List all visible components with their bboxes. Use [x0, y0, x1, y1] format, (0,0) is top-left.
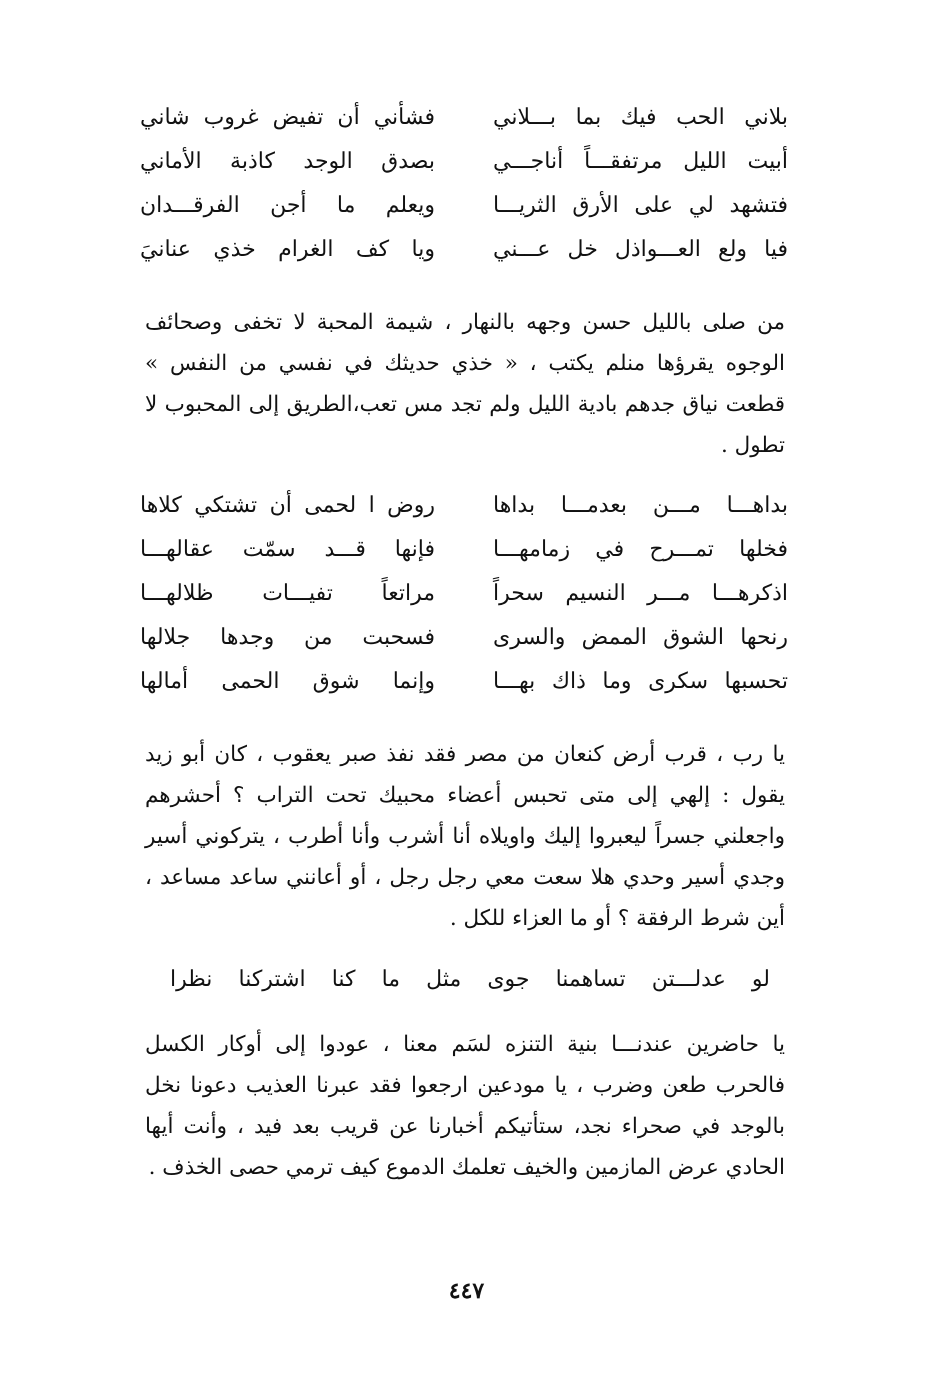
paragraph-text: يا حاضرين عندنـــا بنية التنزه لسَم معنا ، عودوا إلى أوكار الكسل فالحرب طعن وضرب ، يا مودعين ارجعوا فقد عبرنا العذيب دعونا نخل بالوجد في صحراء نجد، ستأتيكم أخبارنا عن قريب بعد فيد ، وأنت أيها الحادي عرض المازمين والخيف تعلمك الدموع كيف ترمي حصى الخذف .	[145, 1032, 785, 1180]
verse-first-hemistich: فتشهد لي على الأرق الثريـــا	[493, 193, 788, 218]
verse-first-hemistich: فخلها تمـــرح في زمامهـــا	[493, 537, 788, 562]
verse-first-hemistich: اذكرهـــا مـــر النسيم سحراً	[493, 581, 788, 606]
verse-first-hemistich: فيا ولع العـــواذل خل عـــني	[493, 237, 788, 262]
verse-line	[140, 484, 788, 528]
page-number: ٤٤٧	[448, 1278, 485, 1304]
verse-line	[140, 528, 788, 572]
verse-second-hemistich: روض ا لحمى أن تشتكي كلاها	[140, 493, 435, 518]
verse-line	[140, 616, 788, 660]
verse-first-hemistich: بلاني الحب فيك بما بـــلاني	[493, 105, 788, 130]
verse-first-hemistich: أبيت الليل مرتفقـــاً أناجـــي	[493, 149, 788, 174]
verse-second-hemistich: فشأني أن تفيض غروب شاني	[140, 105, 435, 130]
verse-second-hemistich: وإنما شوق الحمى أمالها	[140, 669, 435, 694]
verse-line	[140, 660, 788, 704]
verse-line	[140, 140, 788, 184]
verse-first-hemistich: بداهـــا مـــن بعدمـــا بداها	[493, 493, 788, 518]
verse-first-hemistich: رنحها الشوق الممض والسرى	[493, 625, 788, 650]
verse-line	[140, 96, 788, 140]
verse-second-hemistich: بصدق الوجد كاذبة الأماني	[140, 149, 435, 174]
poem-stanza-1	[140, 96, 788, 272]
verse-line	[140, 184, 788, 228]
paragraph-text: من صلى بالليل حسن وجهه بالنهار ، شيمة المحبة لا تخفى وصحائف الوجوه يقرؤها منلم يكتب ، « خذي حديثك في نفسي من النفس » قطعت نياق جدهم بادية الليل ولم تجد مس تعب،الطريق إلى المحبوب لا تطول .	[145, 310, 785, 458]
verse-line	[140, 572, 788, 616]
prose-paragraph-1	[145, 302, 785, 466]
verse-second-hemistich: ويعلم ما أجن الفرقـــدان	[140, 193, 435, 218]
verse-line	[140, 228, 788, 272]
paragraph-text: يا رب ، قرب أرض كنعان من مصر فقد نفذ صبر يعقوب ، كان أبو زيد يقول : إلهي إلى متى تحبس أعضاء محبيك تحت التراب ؟ أحشرهم واجعلني جسراً ليعبروا إليك واويلاه أنا أشرب وأنا أطرب ، يتركوني أسير وجدي أسير وحدي هلا سعت معي رجل رجل ، أو أعانني ساعد مساعد ، أين شرط الرفقة ؟ أو ما العزاء للكل .	[145, 742, 785, 931]
verse-first-hemistich: تحسبها سكرى وما ذاك بهـــا	[493, 669, 788, 694]
prose-paragraph-2	[145, 734, 785, 939]
single-verse-line: لو عدلـــتن تساهمنا جوى مثل ما كنا اشتركنا نظرا	[170, 967, 770, 992]
verse-second-hemistich: فسحبت من وجدها جلالها	[140, 625, 435, 650]
verse-second-hemistich: فإنها قـــد سمّت عقالهـــا	[140, 537, 435, 562]
verse-second-hemistich: ويا كف الغرام خذي عنانيَ	[140, 237, 435, 262]
verse-second-hemistich: مراتعاً تفيـــات ظلالهـــا	[140, 581, 435, 606]
prose-paragraph-3	[145, 1024, 785, 1188]
poem-stanza-2	[140, 484, 788, 704]
